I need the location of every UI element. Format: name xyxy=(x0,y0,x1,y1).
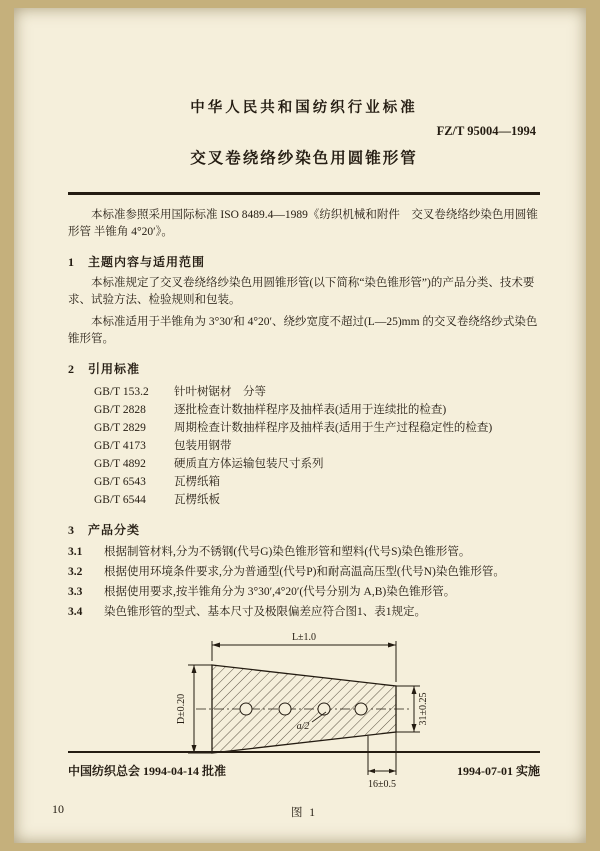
ref-code: GB/T 2828 xyxy=(94,404,146,416)
dim-small-end-label: 31±0.25 xyxy=(418,692,429,726)
ref-title: 包装用钢带 xyxy=(174,440,232,452)
dim-bottom-label: 16±0.5 xyxy=(368,779,396,790)
clause-number: 3.3 xyxy=(68,586,83,598)
list-item xyxy=(68,583,540,601)
section3-heading: 3 产品分类 xyxy=(68,523,141,537)
standard-org-line: 中华人民共和国纺织行业标准 xyxy=(190,100,418,116)
list-item xyxy=(94,491,540,509)
document-title: 交叉卷绕络纱染色用圆锥形管 xyxy=(190,150,418,167)
section1-heading: 1 主题内容与适用范围 xyxy=(68,255,206,269)
dim-angle-label: a/2 xyxy=(296,721,310,732)
list-item xyxy=(94,419,540,437)
list-item xyxy=(94,437,540,455)
scanned-page xyxy=(14,8,586,843)
clause-number: 3.2 xyxy=(68,566,83,578)
section1-paragraph-1: 本标准规定了交叉卷绕络纱染色用圆锥形管(以下简称“染色锥形管”)的产品分类、技术要求、试验方法、检验规则和包装。 xyxy=(68,277,535,306)
clause-text: 根据使用环境条件要求,分为普通型(代号P)和耐高温高压型(代号N)染色锥形管。 xyxy=(104,566,505,578)
list-item xyxy=(94,455,540,473)
implementation-date: 1994-07-01 实施 xyxy=(457,764,540,778)
ref-code: GB/T 4892 xyxy=(94,458,146,470)
ref-title: 硬质直方体运输包装尺寸系列 xyxy=(174,458,324,470)
figure-1-caption: 图 1 xyxy=(290,807,318,819)
ref-title: 逐批检查计数抽样程序及抽样表(适用于连续批的检查) xyxy=(174,404,447,416)
dim-big-end-label: D±0.20 xyxy=(176,693,187,725)
ref-title: 瓦楞纸板 xyxy=(174,494,220,506)
clause-number: 3.1 xyxy=(68,546,83,558)
dim-length-label: L±1.0 xyxy=(291,632,317,643)
clause-text: 根据使用要求,按半锥角分为 3°30′,4°20′(代号分别为 A,B)染色锥形管。 xyxy=(104,586,456,598)
clause-list xyxy=(68,543,540,621)
page-number: 10 xyxy=(52,802,64,816)
list-item xyxy=(68,603,540,621)
approval-footer xyxy=(68,751,540,779)
clause-text: 染色锥形管的型式、基本尺寸及极限偏差应符合图1、表1规定。 xyxy=(104,606,426,618)
ref-code: GB/T 4173 xyxy=(94,440,146,452)
reference-list xyxy=(94,383,540,509)
approval-text: 中国纺织总会 1994-04-14 批准 xyxy=(68,764,226,778)
ref-title: 周期检查计数抽样程序及抽样表(适用于生产过程稳定性的检查) xyxy=(174,422,493,434)
header-divider xyxy=(68,192,540,195)
list-item xyxy=(94,383,540,401)
list-item xyxy=(94,401,540,419)
standard-code: FZ/T 95004—1994 xyxy=(436,124,536,138)
ref-title: 瓦楞纸箱 xyxy=(174,476,220,488)
ref-code: GB/T 6543 xyxy=(94,476,146,488)
ref-code: GB/T 6544 xyxy=(94,494,146,506)
clause-number: 3.4 xyxy=(68,606,83,618)
list-item xyxy=(68,543,540,561)
intro-paragraph: 本标准参照采用国际标准 ISO 8489.4—1989《纺织机械和附件 交叉卷绕络纱染色用圆锥形管 半锥角 4°20′》。 xyxy=(68,209,538,238)
ref-code: GB/T 2829 xyxy=(94,422,146,434)
section2-heading: 2 引用标准 xyxy=(68,362,141,376)
ref-title: 针叶树锯材 分等 xyxy=(174,386,266,398)
clause-text: 根据制管材料,分为不锈钢(代号G)染色锥形管和塑料(代号S)染色锥形管。 xyxy=(104,546,471,558)
list-item xyxy=(94,473,540,491)
list-item xyxy=(68,563,540,581)
ref-code: GB/T 153.2 xyxy=(94,386,149,398)
section1-paragraph-2: 本标准适用于半锥角为 3°30′和 4°20′、绕纱宽度不超过(L—25)mm 的交叉卷绕络纱式染色锥形管。 xyxy=(68,316,538,345)
page-content xyxy=(68,8,540,820)
